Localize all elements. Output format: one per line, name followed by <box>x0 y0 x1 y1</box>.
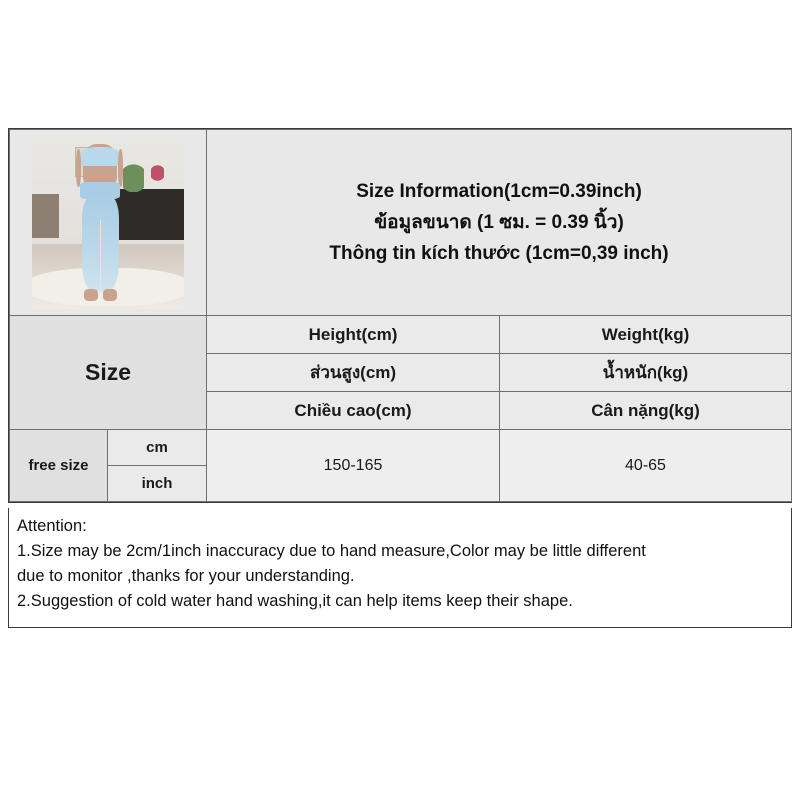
photo-model-foot-left <box>84 289 98 300</box>
row-weight-value: 40-65 <box>500 430 792 502</box>
photo-flowers <box>151 161 165 185</box>
attention-block <box>8 508 792 628</box>
attention-line-1: 1.Size may be 2cm/1inch inaccuracy due to hand measure,Color may be little different <box>17 542 646 560</box>
title-line-th: ข้อมูลขนาด (1 ซม. = 0.39 นิ้ว) <box>374 212 624 233</box>
photo-model-leg-gap <box>100 220 101 293</box>
photo-plant <box>123 158 144 192</box>
attention-line-2: due to monitor ,thanks for your understanding. <box>17 567 355 585</box>
header-height-en: Height(cm) <box>207 316 500 354</box>
product-photo-cell <box>10 130 207 316</box>
photo-model-foot-right <box>103 289 117 300</box>
photo-side-furniture <box>32 194 59 239</box>
size-information-title-cell <box>207 130 792 316</box>
header-weight-vi: Cân nặng(kg) <box>500 392 792 430</box>
row-unit-inch: inch <box>108 466 207 502</box>
title-line-vi: Thông tin kích thước (1cm=0,39 inch) <box>329 243 669 264</box>
table-row-header-en <box>10 316 792 354</box>
attention-heading: Attention: <box>17 517 87 535</box>
photo-model <box>78 144 124 302</box>
header-weight-th: น้ำหนัก(kg) <box>500 354 792 392</box>
row-size-label: free size <box>10 430 108 502</box>
row-height-value: 150-165 <box>207 430 500 502</box>
photo-model-arm-left <box>76 149 81 187</box>
size-chart-table-container <box>8 128 792 503</box>
size-chart-table <box>9 129 792 502</box>
table-row-free-size-cm <box>10 430 792 466</box>
product-photo <box>32 137 184 309</box>
photo-model-top <box>81 147 119 166</box>
header-height-vi: Chiều cao(cm) <box>207 392 500 430</box>
title-line-en: Size Information(1cm=0.39inch) <box>356 181 642 202</box>
attention-line-3: 2.Suggestion of cold water hand washing,it can help items keep their shape. <box>17 592 573 610</box>
size-column-label: Size <box>10 316 207 430</box>
photo-cabinet <box>114 189 184 241</box>
header-height-th: ส่วนสูง(cm) <box>207 354 500 392</box>
photo-model-arm-right <box>118 149 123 187</box>
row-unit-cm: cm <box>108 430 207 466</box>
table-row-title <box>10 130 792 316</box>
header-weight-en: Weight(kg) <box>500 316 792 354</box>
